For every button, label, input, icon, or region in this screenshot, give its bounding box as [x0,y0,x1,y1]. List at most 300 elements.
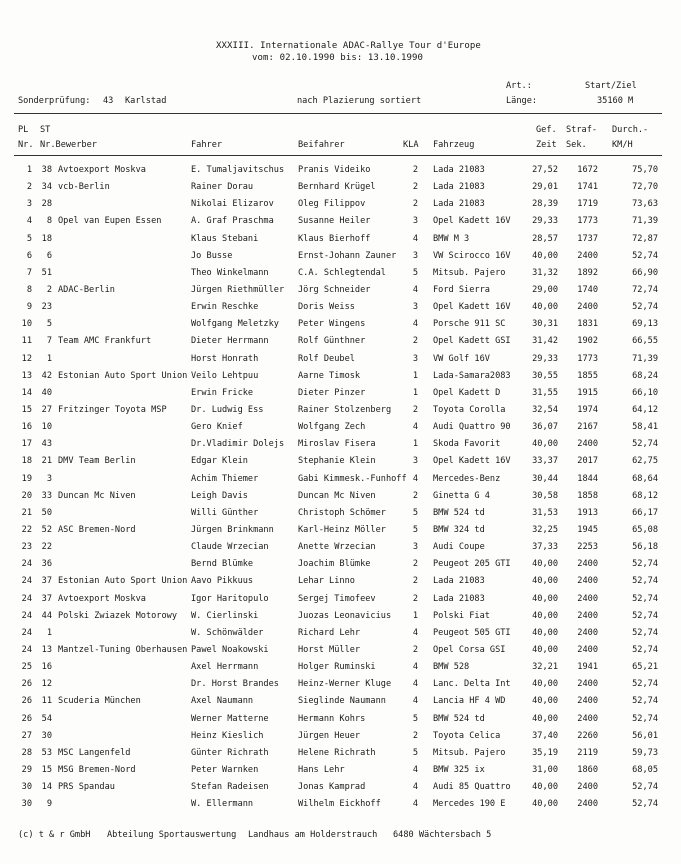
table-row [0,439,681,456]
cell-vehicle: Lada 21083 [433,199,485,210]
cell-class: 2 [412,182,418,193]
cell-driver: Erwin Fricke [191,387,254,398]
cell-place-number: 29 [21,764,32,775]
cell-co-driver: Heinz-Werner Kluge [298,679,392,690]
cell-place-number: 16 [21,422,32,433]
cell-start-number: 16 [41,662,52,673]
cell-class: 2 [412,490,418,501]
cell-place-number: 24 [21,576,32,587]
cell-place-number: 24 [21,627,32,638]
cell-average-speed: 52,74 [632,799,658,810]
cell-class: 2 [412,576,418,587]
table-row [0,508,681,525]
cell-time: 36,07 [532,422,558,433]
table-row [0,474,681,491]
cell-average-speed: 65,08 [632,524,658,535]
cell-class: 5 [412,747,418,758]
cell-place-number: 21 [21,507,32,518]
cell-vehicle: Peugeot 505 GTI [433,627,511,638]
cell-vehicle: Lada 21083 [433,165,485,175]
cell-co-driver: Anette Wrzecian [298,542,376,553]
footer-copyright: (c) t & r GmbH [18,830,91,840]
cell-entrant: Estonian Auto Sport Union [58,370,188,381]
cell-average-speed: 52,74 [632,782,658,793]
cell-driver: Dieter Herrmann [191,336,269,347]
cell-class: 2 [412,404,418,415]
cell-vehicle: BMW 524 td [433,713,485,724]
cell-penalty-seconds: 2400 [577,559,598,570]
cell-co-driver: Sieglinde Naumann [298,696,386,707]
cell-start-number: 27 [41,404,52,415]
cell-time: 40,00 [532,439,558,450]
cell-co-driver: Sergej Timofeev [298,593,376,604]
cell-average-speed: 52,74 [632,559,658,570]
cell-start-number: 37 [41,576,52,587]
cell-place-number: 30 [21,782,32,793]
cell-co-driver: Holger Ruminski [298,662,376,673]
cell-start-number: 10 [41,422,52,433]
cell-class: 4 [412,764,418,775]
cell-vehicle: Peugeot 205 GTI [433,559,511,570]
cell-start-number: 14 [41,782,52,793]
cell-start-number: 33 [41,490,52,501]
cell-co-driver: Ernst-Johann Zauner [298,250,397,261]
cell-vehicle: Opel Kadett 16V [433,456,511,467]
cell-vehicle: Lada 21083 [433,182,485,193]
col-pl-bottom: Nr. [18,140,34,150]
cell-start-number: 1 [46,627,52,638]
cell-co-driver: Doris Weiss [298,302,355,313]
cell-average-speed: 58,41 [632,422,658,433]
cell-place-number: 27 [21,730,32,741]
cell-class: 3 [412,353,418,364]
cell-co-driver: Rolf Deubel [298,353,355,364]
cell-average-speed: 52,74 [632,696,658,707]
cell-class: 1 [412,610,418,621]
cell-class: 2 [412,730,418,741]
cell-time: 40,00 [532,799,558,810]
col-st-top: ST [40,125,51,135]
cell-vehicle: Ginetta G 4 [433,490,490,501]
cell-penalty-seconds: 2400 [577,576,598,587]
table-row [0,645,681,662]
cell-time: 37,33 [532,542,558,553]
cell-penalty-seconds: 2400 [577,627,598,638]
cell-place-number: 3 [26,199,32,210]
cell-driver: Dr. Ludwig Ess [191,404,264,415]
cell-co-driver: Horst Müller [298,644,361,655]
cell-driver: Werner Matterne [191,713,269,724]
cell-time: 40,00 [532,610,558,621]
cell-vehicle: Opel Corsa GSI [433,644,506,655]
cell-class: 4 [412,284,418,295]
cell-place-number: 24 [21,644,32,655]
cell-start-number: 53 [41,747,52,758]
cell-average-speed: 52,74 [632,644,658,655]
table-row [0,422,681,439]
table-row [0,662,681,679]
cell-place-number: 8 [26,284,32,295]
event-title: XXXIII. Internationale ADAC-Rallye Tour d'Europe [216,41,481,51]
cell-place-number: 9 [26,302,32,313]
cell-vehicle: Toyota Corolla [433,404,506,415]
cell-place-number: 20 [21,490,32,501]
cell-penalty-seconds: 2400 [577,610,598,621]
cell-penalty-seconds: 2253 [577,542,598,553]
cell-class: 3 [412,302,418,313]
cell-penalty-seconds: 1740 [577,284,598,295]
cell-time: 33,37 [532,456,558,467]
cell-entrant: Avtoexport Moskva [58,593,146,604]
cell-penalty-seconds: 2400 [577,696,598,707]
cell-entrant: MSG Bremen-Nord [58,764,136,775]
cell-co-driver: Wolfgang Zech [298,422,366,433]
col-kmh-top: Durch.- [612,125,649,135]
cell-vehicle: BMW 528 [433,662,470,673]
cell-vehicle: Mercedes 190 E [433,799,506,810]
cell-vehicle: Audi Quattro 90 [433,422,511,433]
cell-co-driver: Aarne Timosk [298,370,361,381]
cell-start-number: 7 [46,336,52,347]
cell-co-driver: Rolf Günthner [298,336,366,347]
table-row [0,679,681,696]
cell-vehicle: Mitsub. Pajero [433,267,506,278]
cell-class: 4 [412,319,418,330]
cell-class: 2 [412,336,418,347]
cell-entrant: Polski Zwiazek Motorowy [58,610,177,621]
cell-vehicle: Opel Kadett 16V [433,302,511,313]
cell-place-number: 7 [26,267,32,278]
cell-vehicle: Audi 85 Quattro [433,782,511,793]
cell-class: 4 [412,233,418,244]
cell-penalty-seconds: 1855 [577,370,598,381]
cell-co-driver: Helene Richrath [298,747,376,758]
cell-driver: Pawel Noakowski [191,644,269,655]
cell-driver: Dr.Vladimir Dolejs [191,439,285,450]
cell-average-speed: 52,74 [632,610,658,621]
cell-penalty-seconds: 2400 [577,799,598,810]
cell-start-number: 36 [41,559,52,570]
cell-vehicle: Ford Sierra [433,284,490,295]
sort-note: nach Plazierung sortiert [297,96,422,106]
cell-driver: Erwin Reschke [191,302,259,313]
cell-start-number: 3 [46,473,52,484]
cell-co-driver: Jörg Schneider [298,284,371,295]
cell-entrant: Estonian Auto Sport Union [58,576,188,587]
cell-place-number: 26 [21,679,32,690]
cell-time: 27,52 [532,165,558,175]
cell-penalty-seconds: 1915 [577,387,598,398]
cell-driver: Aavo Pikkuus [191,576,254,587]
cell-class: 3 [412,542,418,553]
cell-time: 32,21 [532,662,558,673]
cell-start-number: 44 [41,610,52,621]
cell-start-number: 30 [41,730,52,741]
cell-vehicle: Lanc. Delta Int [433,679,511,690]
cell-class: 2 [412,644,418,655]
cell-start-number: 50 [41,507,52,518]
cell-time: 29,00 [532,284,558,295]
cell-class: 3 [412,216,418,227]
cell-penalty-seconds: 2400 [577,782,598,793]
table-row [0,354,681,371]
cell-penalty-seconds: 2400 [577,593,598,604]
cell-average-speed: 66,55 [632,336,658,347]
cell-time: 32,25 [532,524,558,535]
laenge-label: Länge: [506,96,538,106]
cell-driver: A. Graf Praschma [191,216,274,227]
cell-time: 31,00 [532,764,558,775]
cell-place-number: 26 [21,713,32,724]
cell-average-speed: 72,87 [632,233,658,244]
cell-entrant: Scuderia München [58,696,141,707]
col-fahrzeug: Fahrzeug [433,140,475,150]
cell-place-number: 22 [21,524,32,535]
table-row [0,165,681,182]
cell-penalty-seconds: 2260 [577,730,598,741]
cell-entrant: Mantzel-Tuning Oberhausen [58,644,188,655]
cell-driver: Jürgen Brinkmann [191,524,274,535]
cell-driver: Dr. Horst Brandes [191,679,279,690]
cell-place-number: 6 [26,250,32,261]
cell-penalty-seconds: 2119 [577,747,598,758]
cell-driver: Heinz Kieslich [191,730,264,741]
cell-start-number: 54 [41,713,52,724]
col-zeit-top: Gef. [536,125,557,135]
col-fahrer: Fahrer [191,140,223,150]
cell-average-speed: 52,74 [632,713,658,724]
cell-vehicle: Audi Coupe [433,542,485,553]
cell-driver: W. Cierlinski [191,610,259,621]
cell-co-driver: Jonas Kamprad [298,782,366,793]
table-row [0,714,681,731]
cell-penalty-seconds: 2400 [577,250,598,261]
cell-co-driver: Peter Wingens [298,319,366,330]
cell-place-number: 10 [21,319,32,330]
cell-time: 40,00 [532,250,558,261]
cell-vehicle: BMW 324 td [433,524,485,535]
cell-average-speed: 56,18 [632,542,658,553]
cell-average-speed: 52,74 [632,627,658,638]
footer-department: Abteilung Sportauswertung [107,830,237,840]
cell-penalty-seconds: 2017 [577,456,598,467]
cell-driver: Willi Günther [191,507,259,518]
cell-penalty-seconds: 1773 [577,353,598,364]
cell-driver: Günter Richrath [191,747,269,758]
cell-average-speed: 66,90 [632,267,658,278]
cell-entrant: Opel van Eupen Essen [58,216,162,227]
cell-time: 40,00 [532,782,558,793]
cell-co-driver: Bernhard Krügel [298,182,376,193]
cell-driver: Jürgen Riethmüller [191,284,285,295]
col-sek-bottom: Sek. [566,140,587,150]
cell-driver: Leigh Davis [191,490,248,501]
cell-class: 4 [412,662,418,673]
cell-penalty-seconds: 1860 [577,764,598,775]
cell-start-number: 9 [46,799,52,810]
cell-co-driver: Rainer Stolzenberg [298,404,392,415]
cell-time: 30,31 [532,319,558,330]
cell-co-driver: Lehar Linno [298,576,355,587]
cell-penalty-seconds: 2167 [577,422,598,433]
col-st-bottom: Nr.Bewerber [40,140,97,150]
cell-time: 31,55 [532,387,558,398]
cell-vehicle: BMW 325 ix [433,764,485,775]
cell-class: 4 [412,422,418,433]
cell-average-speed: 59,73 [632,747,658,758]
cell-place-number: 15 [21,404,32,415]
cell-start-number: 43 [41,439,52,450]
cell-average-speed: 52,74 [632,439,658,450]
cell-start-number: 8 [46,216,52,227]
table-row [0,731,681,748]
cell-penalty-seconds: 1858 [577,490,598,501]
cell-co-driver: Christoph Schömer [298,507,386,518]
table-row [0,268,681,285]
table-row [0,234,681,251]
cell-entrant: vcb-Berlin [58,182,110,193]
cell-time: 40,00 [532,696,558,707]
cell-co-driver: C.A. Schlegtendal [298,267,386,278]
cell-penalty-seconds: 2400 [577,302,598,313]
table-row [0,491,681,508]
cell-entrant: Duncan Mc Niven [58,490,136,501]
cell-start-number: 12 [41,679,52,690]
cell-driver: Igor Haritopulo [191,593,269,604]
cell-average-speed: 72,70 [632,182,658,193]
cell-class: 5 [412,713,418,724]
cell-start-number: 37 [41,593,52,604]
cell-start-number: 21 [41,456,52,467]
col-kla: KLA [403,140,419,150]
cell-driver: Bernd Blümke [191,559,254,570]
cell-time: 28,39 [532,199,558,210]
cell-place-number: 2 [26,182,32,193]
cell-average-speed: 68,05 [632,764,658,775]
cell-time: 40,00 [532,302,558,313]
header-rule-top [14,113,662,114]
cell-time: 29,01 [532,182,558,193]
table-row [0,542,681,559]
footer-address: Landhaus am Holderstrauch [248,830,378,840]
cell-average-speed: 52,74 [632,593,658,604]
cell-entrant: ADAC-Berlin [58,284,115,295]
cell-driver: Claude Wrzecian [191,542,269,553]
cell-co-driver: Susanne Heiler [298,216,371,227]
cell-driver: Achim Thiemer [191,473,259,484]
cell-vehicle: Lada 21083 [433,576,485,587]
cell-start-number: 22 [41,542,52,553]
table-row [0,251,681,268]
cell-co-driver: Hans Lehr [298,764,345,775]
cell-penalty-seconds: 1672 [577,165,598,175]
cell-co-driver: Dieter Pinzer [298,387,366,398]
cell-co-driver: Joachim Blümke [298,559,371,570]
event-dates: vom: 02.10.1990 bis: 13.10.1990 [252,53,424,63]
cell-average-speed: 65,21 [632,662,658,673]
cell-place-number: 13 [21,370,32,381]
cell-time: 30,44 [532,473,558,484]
cell-penalty-seconds: 1945 [577,524,598,535]
cell-place-number: 18 [21,456,32,467]
cell-vehicle: Skoda Favorit [433,439,501,450]
cell-average-speed: 73,63 [632,199,658,210]
cell-co-driver: Wilhelm Eickhoff [298,799,381,810]
cell-driver: W. Schönwälder [191,627,264,638]
cell-co-driver: Klaus Bierhoff [298,233,371,244]
cell-penalty-seconds: 1844 [577,473,598,484]
cell-place-number: 24 [21,610,32,621]
table-row [0,525,681,542]
table-row [0,302,681,319]
cell-class: 2 [412,199,418,210]
cell-start-number: 38 [41,165,52,175]
cell-vehicle: Opel Kadett GSI [433,336,511,347]
cell-penalty-seconds: 1831 [577,319,598,330]
cell-start-number: 18 [41,233,52,244]
cell-place-number: 24 [21,593,32,604]
cell-vehicle: BMW M 3 [433,233,470,244]
table-row [0,199,681,216]
cell-penalty-seconds: 1941 [577,662,598,673]
cell-entrant: DMV Team Berlin [58,456,136,467]
cell-average-speed: 68,24 [632,370,658,381]
cell-entrant: Avtoexport Moskva [58,165,146,175]
art-label: Art.: [506,81,532,91]
cell-average-speed: 56,01 [632,730,658,741]
cell-start-number: 6 [46,250,52,261]
cell-entrant: Fritzinger Toyota MSP [58,404,167,415]
cell-penalty-seconds: 2400 [577,644,598,655]
cell-vehicle: Lada 21083 [433,593,485,604]
cell-start-number: 34 [41,182,52,193]
col-zeit-bottom: Zeit [536,140,557,150]
cell-start-number: 1 [46,353,52,364]
table-row [0,559,681,576]
cell-average-speed: 66,10 [632,387,658,398]
table-row [0,782,681,799]
header-rule-bottom [14,155,662,156]
cell-class: 4 [412,782,418,793]
table-row [0,765,681,782]
cell-time: 40,00 [532,593,558,604]
cell-place-number: 5 [26,233,32,244]
cell-average-speed: 75,70 [632,165,658,175]
cell-time: 31,42 [532,336,558,347]
cell-driver: E. Tumaljavitschus [191,165,285,175]
cell-class: 4 [412,627,418,638]
results-table [0,165,681,816]
laenge-value: 35160 M [597,96,634,106]
cell-penalty-seconds: 2400 [577,679,598,690]
cell-penalty-seconds: 2400 [577,439,598,450]
cell-time: 40,00 [532,679,558,690]
cell-start-number: 2 [46,284,52,295]
cell-average-speed: 52,74 [632,679,658,690]
table-row [0,216,681,233]
cell-vehicle: Lancia HF 4 WD [433,696,506,707]
cell-start-number: 13 [41,644,52,655]
cell-place-number: 1 [26,165,32,175]
cell-driver: Gero Knief [191,422,243,433]
table-row [0,182,681,199]
cell-penalty-seconds: 1773 [577,216,598,227]
cell-class: 4 [412,473,418,484]
cell-time: 29,33 [532,216,558,227]
cell-place-number: 23 [21,542,32,553]
cell-entrant: PRS Spandau [58,782,115,793]
cell-vehicle: BMW 524 td [433,507,485,518]
